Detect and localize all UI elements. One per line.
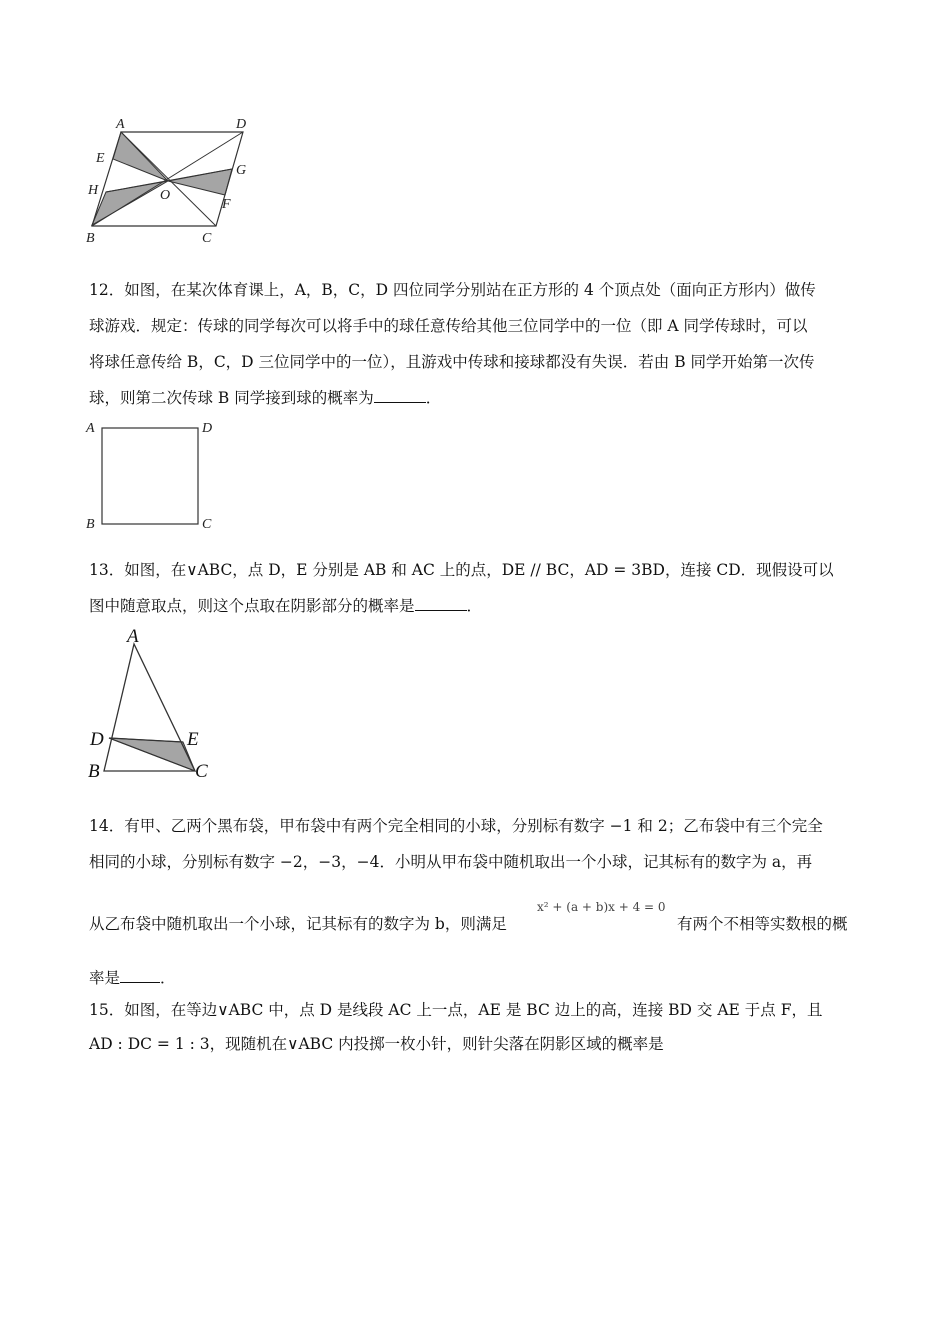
q12-line-1: 12．如图，在某次体育课上，A，B，C，D 四位同学分别站在正方形的 4 个顶点处（面向正方形内）做传 bbox=[89, 281, 816, 299]
q14-line-1: 14．有甲、乙两个黑布袋，甲布袋中有两个完全相同的小球，分别标有数字 −1 和 2；乙布袋中有三个完全 bbox=[89, 817, 823, 835]
q12-answer-blank[interactable] bbox=[374, 388, 426, 403]
q14-line-4-text: 率是 bbox=[89, 969, 121, 987]
square-ABCD bbox=[102, 428, 198, 524]
q12-line-2: 球游戏．规定：传球的同学每次可以将手中的球任意传给其他三位同学中的一位（即 A 同学传球时，可以 bbox=[89, 317, 808, 335]
q12-line-3: 将球任意传给 B，C，D 三位同学中的一位），且游戏中传球和接球都没有失误．若由 B 同学开始第一次传 bbox=[89, 353, 815, 371]
q13-period: ． bbox=[466, 597, 483, 615]
label-D: D bbox=[236, 117, 247, 132]
label-G: G bbox=[236, 163, 247, 178]
q14-line-3: 从乙布袋中随机取出一个小球，记其标有的数字为 b，则满足 bbox=[89, 915, 507, 933]
q15-line-2: AD : DC = 1 : 3，现随机在∨ABC 内投掷一枚小针，则针尖落在阴影区域的概率是 bbox=[89, 1035, 664, 1053]
tri-label-D: D bbox=[90, 729, 104, 750]
q12-period: ． bbox=[425, 389, 442, 407]
q14-period: ． bbox=[160, 969, 176, 987]
figure-square bbox=[84, 418, 234, 533]
shaded-triangle-AEO bbox=[113, 132, 168, 181]
tri-label-E: E bbox=[187, 729, 199, 750]
q14-line-4 bbox=[89, 968, 176, 988]
label-A: A bbox=[116, 117, 125, 132]
figure-parallelogram bbox=[80, 112, 280, 246]
label-B: B bbox=[86, 231, 95, 246]
q15-line-1: 15．如图，在等边∨ABC 中，点 D 是线段 AC 上一点，AE 是 BC 边上的高，连接 BD 交 AE 于点 F，且 bbox=[89, 1001, 823, 1019]
q13-line-1: 13．如图，在∨ABC，点 D，E 分别是 AB 和 AC 上的点，DE // BC，AD = 3BD，连接 CD．现假设可以 bbox=[89, 561, 834, 579]
figure-triangle-ABC bbox=[84, 625, 224, 785]
q12-line-4-text: 球，则第二次传球 B 同学接到球的概率为 bbox=[89, 389, 374, 407]
tri-label-C: C bbox=[195, 761, 208, 782]
q13-answer-blank[interactable] bbox=[415, 596, 467, 611]
label-C: C bbox=[202, 231, 212, 246]
label-E: E bbox=[96, 151, 105, 166]
q14-equation: x² + (a + b)x + 4 = 0 bbox=[537, 900, 666, 914]
sq-label-B: B bbox=[86, 517, 95, 532]
label-F: F bbox=[222, 197, 231, 212]
label-O: O bbox=[160, 188, 171, 203]
q13-line-2 bbox=[89, 596, 482, 616]
q14-answer-blank[interactable] bbox=[120, 968, 160, 983]
q13-line-2-text: 图中随意取点，则这个点取在阴影部分的概率是 bbox=[89, 597, 415, 615]
q14-line-3b: 有两个不相等实数根的概 bbox=[677, 915, 848, 933]
label-H: H bbox=[88, 183, 99, 198]
sq-label-D: D bbox=[202, 421, 213, 436]
q14-line-2: 相同的小球，分别标有数字 −2，−3，−4．小明从甲布袋中随机取出一个小球，记其标有的数字为 a，再 bbox=[89, 853, 813, 871]
tri-label-A: A bbox=[127, 626, 139, 647]
sq-label-A: A bbox=[86, 421, 95, 436]
tri-label-B: B bbox=[88, 761, 100, 782]
q12-line-4 bbox=[89, 388, 441, 408]
sq-label-C: C bbox=[202, 517, 212, 532]
